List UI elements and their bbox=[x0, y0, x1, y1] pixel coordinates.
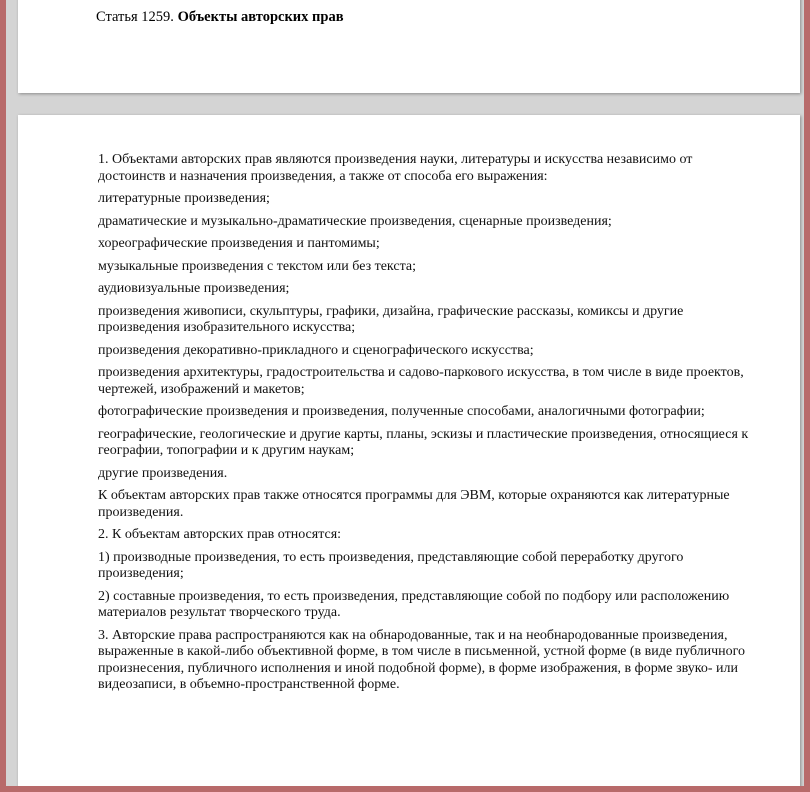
paragraph: хореографические произведения и пантомимы; bbox=[98, 236, 380, 251]
article-body bbox=[98, 152, 760, 700]
paragraph: географические, геологические и другие карты, планы, эскизы и пластические произведения, относящиеся к географии, топографии и к другим наукам; bbox=[98, 426, 749, 458]
paragraph: 2) составные произведения, то есть произведения, представляющие собой по подбору или расположению материалов результат творческого труда. bbox=[98, 588, 730, 620]
paragraph: 1. Объектами авторских прав являются произведения науки, литературы и искусства независимо от достоинств и назначения произведения, а также от способа его выражения: bbox=[98, 152, 693, 184]
paragraph: драматические и музыкально-драматические произведения, сценарные произведения; bbox=[98, 213, 612, 229]
paragraph: другие произведения. bbox=[98, 465, 228, 481]
document-page bbox=[18, 0, 800, 93]
article-title: Объекты авторских прав bbox=[177, 9, 344, 25]
article-heading bbox=[96, 9, 344, 26]
article-number: Статья 1259. bbox=[96, 9, 174, 25]
paragraph: произведения живописи, скульптуры, графики, дизайна, графические рассказы, комиксы и другие произведения изобразительного искусства; bbox=[98, 303, 684, 335]
paragraph: литературные произведения; bbox=[98, 191, 270, 206]
paragraph: фотографические произведения и произведения, полученные способами, аналогичными фотографии; bbox=[98, 404, 705, 419]
paragraph: произведения архитектуры, градостроительства и садово-паркового искусства, в том числе в виде проектов, чертежей, изображений и макетов; bbox=[98, 365, 744, 397]
document-page bbox=[18, 115, 800, 786]
paragraph: 3. Авторские права распространяются как на обнародованные, так и на необнародованные произведения, выраженные в какой-либо объективной форме, в том числе в письменной, устной форме (в виде публичного произнесения, публичного исполнения и иной подобной форме), в форме изображения, в форме звуко- или видеозаписи, в объемно-пространственной форме. bbox=[98, 627, 746, 692]
document-viewport[interactable] bbox=[6, 0, 804, 786]
paragraph: К объектам авторских прав также относятся программы для ЭВМ, которые охраняются как литературные произведения. bbox=[98, 488, 730, 520]
paragraph: аудиовизуальные произведения; bbox=[98, 281, 290, 296]
paragraph: произведения декоративно-прикладного и сценографического искусства; bbox=[98, 342, 534, 358]
paragraph: музыкальные произведения с текстом или без текста; bbox=[98, 258, 416, 274]
paragraph: 1) производные произведения, то есть произведения, представляющие собой переработку другого произведения; bbox=[98, 549, 684, 581]
paragraph: 2. К объектам авторских прав относятся: bbox=[98, 527, 342, 542]
